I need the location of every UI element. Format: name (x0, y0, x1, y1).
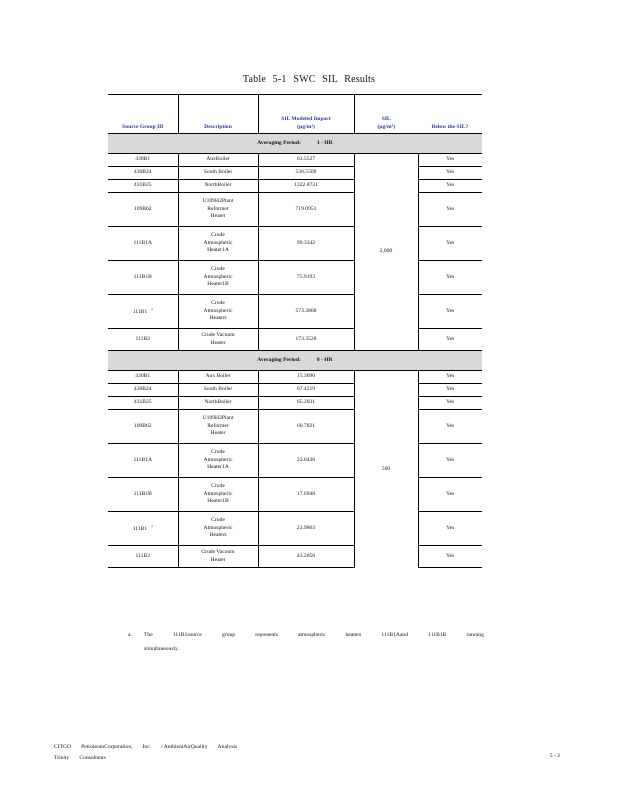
source-group-id-value: 111B1 (132, 309, 148, 316)
table-row (108, 261, 482, 295)
footer-company-word: Inc. (142, 744, 152, 750)
description-line: Heater1B (207, 281, 229, 288)
footnote-word: heaters (345, 632, 362, 638)
footer-consultant (54, 753, 247, 764)
averaging-period: 1 - HR (316, 139, 333, 146)
description-line: NorthBoiler (204, 399, 232, 406)
source-group-id-value: 111B1A (133, 239, 153, 246)
footer-company (54, 742, 247, 753)
averaging-label: Averaging Period: (257, 139, 301, 146)
source-group-id (108, 444, 178, 478)
source-group-id-value: 111B1B (133, 490, 152, 497)
source-group-id (108, 193, 178, 227)
sil-modeled-impact: 23.6438 (258, 444, 354, 478)
description-line: Crude (211, 483, 225, 490)
footnote-word: The (144, 632, 153, 638)
table-row (108, 444, 482, 478)
description (178, 397, 258, 410)
description (178, 478, 258, 512)
sil-modeled-impact: 173.3528 (258, 329, 354, 351)
source-group-id (108, 397, 178, 410)
description-line: Reformer (207, 205, 229, 212)
source-group-id-value: 111B1 (132, 526, 148, 533)
source-group-id-value: 111B1A (133, 456, 153, 463)
header-sil-modeled-impact-label: SIL Modeled Impact (281, 116, 331, 122)
below-sil: Yes (418, 329, 482, 351)
sil-modeled-impact: 1322.8731 (258, 180, 354, 193)
footer-company-word: / AmbientAirQuality (161, 744, 208, 750)
description (178, 512, 258, 546)
source-group-id (108, 295, 178, 329)
description (178, 227, 258, 261)
averaging-label: Averaging Period: (257, 356, 301, 363)
below-sil: Yes (418, 478, 482, 512)
source-group-id (108, 371, 178, 384)
table-row (108, 167, 482, 180)
header-source-group-id: Source Group ID (122, 123, 164, 130)
header-sil-label: SIL (381, 116, 391, 122)
table-row (108, 410, 482, 444)
below-sil: Yes (418, 371, 482, 384)
footnote-ref: a (151, 307, 153, 312)
table-row (108, 546, 482, 568)
description-line: Heater1A (207, 247, 229, 254)
description (178, 384, 258, 397)
description (178, 154, 258, 167)
description-line: Atmospheric (203, 490, 233, 497)
source-group-id (108, 180, 178, 193)
header-sil-modeled-impact (258, 95, 354, 134)
description-line: Crude (211, 300, 225, 307)
source-group-id-value: 430B1 (135, 156, 151, 163)
sil-modeled-impact: 60.7821 (258, 410, 354, 444)
description-line: Crude (211, 449, 225, 456)
source-group-id (108, 478, 178, 512)
source-group-id (108, 329, 178, 351)
source-group-id-value: 109B62 (133, 205, 152, 212)
sil-modeled-impact: 99.3342 (258, 227, 354, 261)
table-row (108, 397, 482, 410)
sil-modeled-impact: 23.9863 (258, 512, 354, 546)
source-group-id (108, 512, 178, 546)
averaging-period-row (108, 134, 482, 154)
source-group-id (108, 154, 178, 167)
description (178, 371, 258, 384)
description-line: Heater (210, 556, 226, 563)
description-line: Atmospheric (203, 456, 233, 463)
footer-company-word: Analysis (217, 744, 238, 750)
sil-results-table (108, 94, 482, 568)
footer-consultant-word: Trinity (54, 755, 70, 761)
sil-modeled-impact: 536.5509 (258, 167, 354, 180)
table-row (108, 193, 482, 227)
sil-modeled-impact: 43.2858 (258, 546, 354, 568)
table-row (108, 478, 482, 512)
below-sil: Yes (418, 261, 482, 295)
description (178, 546, 258, 568)
footer-company-word: CITGO (54, 744, 72, 750)
footnote-word: running (466, 632, 484, 638)
below-sil: Yes (418, 193, 482, 227)
source-group-id-value: 430B24 (133, 386, 152, 393)
below-sil: Yes (418, 180, 482, 193)
table-row (108, 329, 482, 351)
source-group-id-value: 430B24 (133, 169, 152, 176)
page-footer (54, 742, 247, 764)
sil-modeled-impact: 15.3090 (258, 371, 354, 384)
description-line: Crude (211, 232, 225, 239)
sil-value: 500 (354, 371, 418, 568)
description-line: U109H2Plant (202, 198, 234, 205)
source-group-id (108, 227, 178, 261)
description-line: Heaters (209, 315, 227, 322)
table-row (108, 227, 482, 261)
sil-modeled-impact: 67.4219 (258, 384, 354, 397)
description-line: Heater (210, 430, 226, 437)
footnote-line-2: simultaneously. (144, 646, 179, 652)
source-group-id-value: 431B25 (133, 399, 152, 406)
source-group-id-value: 111B2 (135, 335, 150, 342)
header-below-sil: Below the SIL? (431, 123, 469, 130)
description-line: Atmospheric (203, 239, 233, 246)
sil-modeled-impact: 75.9193 (258, 261, 354, 295)
source-group-id-value: 430B1 (135, 373, 151, 380)
description-line: Heater (210, 339, 226, 346)
description (178, 193, 258, 227)
footnote-marker: a. (128, 632, 132, 638)
table-title: Table 5-1 SWC SIL Results (242, 74, 376, 85)
below-sil: Yes (418, 154, 482, 167)
below-sil: Yes (418, 397, 482, 410)
description-line: NorthBoiler (204, 182, 232, 189)
description-line: Heaters (209, 532, 227, 539)
source-group-id-value: 431B25 (133, 182, 152, 189)
header-sil-units: (µg/m³) (377, 123, 396, 130)
description-line: Crude Vacuum (201, 332, 235, 338)
source-group-id (108, 410, 178, 444)
description-line: Crude (211, 517, 225, 524)
description-line: Heater1A (207, 464, 229, 471)
description (178, 444, 258, 478)
sil-modeled-impact: 719.0951 (258, 193, 354, 227)
description (178, 295, 258, 329)
description (178, 261, 258, 295)
averaging-period-row (108, 351, 482, 371)
header-sil-modeled-impact-units: (µg/m³) (297, 123, 315, 130)
below-sil: Yes (418, 167, 482, 180)
sil-modeled-impact: 65.2031 (258, 397, 354, 410)
source-group-id-value: 109B62 (133, 422, 152, 429)
footer-consultant-word: Consultants (79, 755, 106, 761)
sil-modeled-impact: 17.6948 (258, 478, 354, 512)
description-line: South Boiler (203, 169, 233, 176)
footnote-word: represents (255, 632, 278, 638)
table-row (108, 384, 482, 397)
description-line: Atmospheric (203, 307, 233, 314)
table-row (108, 295, 482, 329)
description-line: U109H2Plant (202, 415, 234, 422)
footnote (128, 628, 484, 656)
table-row (108, 371, 482, 384)
sil-value: 2,000 (354, 154, 418, 351)
description-line: Atmospheric (203, 273, 233, 280)
header-sil (354, 95, 418, 134)
source-group-id (108, 261, 178, 295)
description (178, 410, 258, 444)
footnote-word: 111B1Aand (381, 632, 409, 638)
source-group-id (108, 546, 178, 568)
description-line: Crude Vacuum (201, 549, 235, 555)
description-line: AuxBoiler (206, 156, 230, 163)
footnote-line-1 (144, 628, 484, 642)
table-row (108, 512, 482, 546)
table-row (108, 180, 482, 193)
below-sil: Yes (418, 384, 482, 397)
description (178, 167, 258, 180)
description-line: Heater1B (207, 498, 229, 505)
footnote-word: group (222, 632, 236, 638)
description (178, 180, 258, 193)
below-sil: Yes (418, 227, 482, 261)
description-line: Heater (210, 213, 226, 220)
footnote-ref: a (151, 524, 153, 529)
sil-modeled-impact: 573.3868 (258, 295, 354, 329)
description-line: South Boiler (203, 386, 233, 393)
description-line: Atmospheric (203, 524, 233, 531)
source-group-id (108, 167, 178, 180)
description-line: Aux Boiler (205, 373, 231, 380)
averaging-period: 8 - HR (316, 356, 333, 363)
source-group-id-value: 111B1B (133, 273, 152, 280)
below-sil: Yes (418, 512, 482, 546)
footnote-word: 111B1source (172, 632, 202, 638)
footnote-word: atmospheric (298, 632, 326, 638)
below-sil: Yes (418, 444, 482, 478)
description-line: Reformer (207, 422, 229, 429)
footnote-word: 111B1B (428, 632, 447, 638)
below-sil: Yes (418, 546, 482, 568)
table-row (108, 154, 482, 167)
footer-company-word: PetroleumCorporation, (81, 744, 133, 750)
description-line: Crude (211, 266, 225, 273)
sil-modeled-impact: 63.5527 (258, 154, 354, 167)
page-number: 5 - 2 (549, 753, 560, 759)
below-sil: Yes (418, 295, 482, 329)
header-description: Description (178, 95, 258, 134)
description (178, 329, 258, 351)
source-group-id-value: 111B2 (135, 552, 150, 559)
source-group-id (108, 384, 178, 397)
below-sil: Yes (418, 410, 482, 444)
